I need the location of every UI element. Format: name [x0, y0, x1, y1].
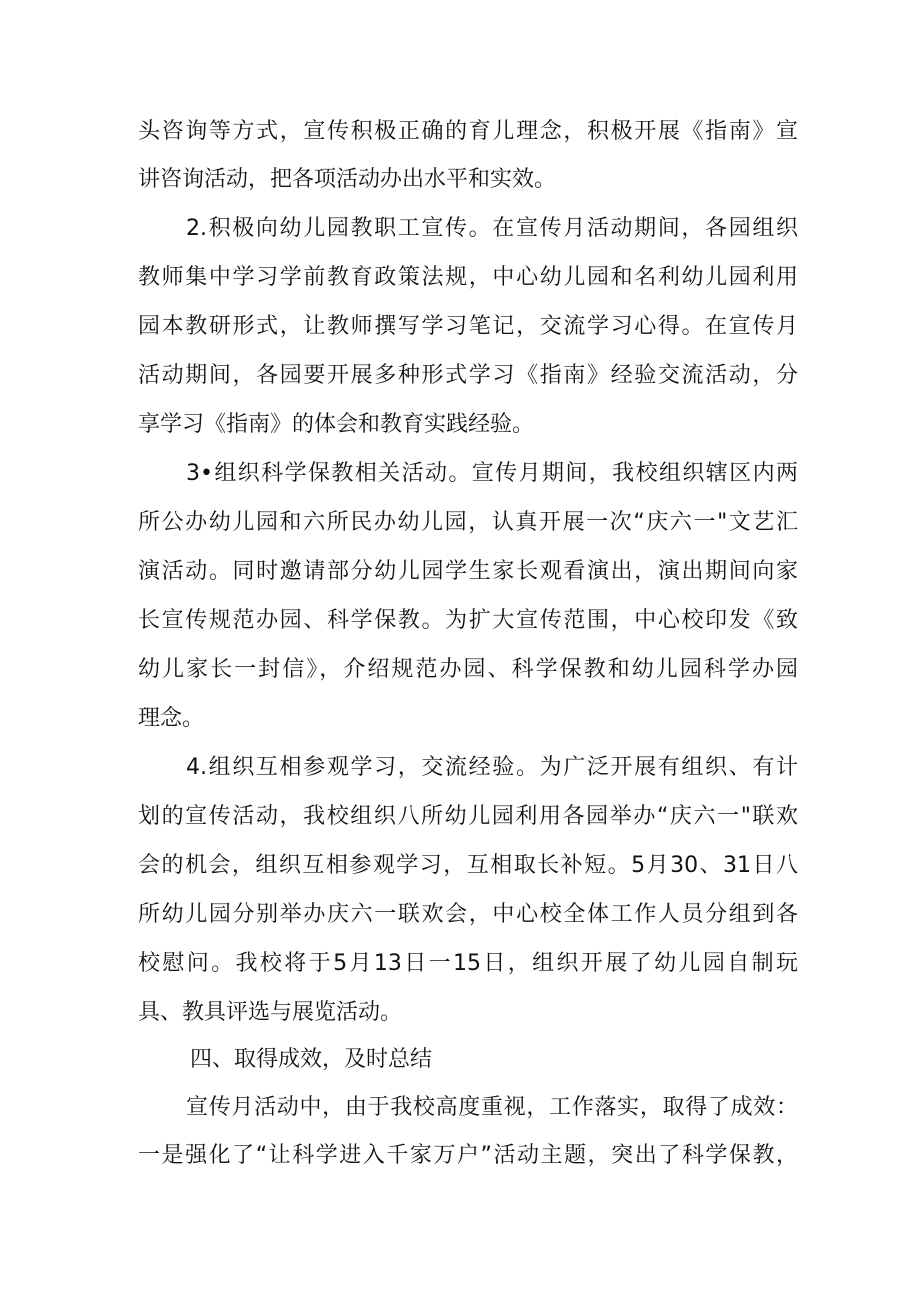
text-line: 所幼儿园分别举办庆六一联欢会，中心校全体工作人员分组到各	[138, 902, 798, 927]
text-line: 2.积极向幼儿园教职工宣传。在宣传月活动期间，各园组织	[186, 216, 798, 241]
text-line: 宣传月活动中，由于我校高度重视，工作落实，取得了成效：	[186, 1095, 798, 1120]
text-line: 具、教具评选与展览活动。	[138, 1000, 403, 1025]
section-heading: 四、取得成效，及时总结	[190, 1047, 433, 1072]
text-line: 校慰问。我校将于5月13日一15日，组织开展了幼儿园自制玩	[138, 951, 798, 976]
text-line: 会的机会，组织互相参观学习，互相取长补短。5月30、31日八	[138, 853, 798, 878]
text-line: 4.组织互相参观学习，交流经验。为广泛开展有组织、有计	[186, 755, 798, 780]
text-line: 享学习《指南》的体会和教育实践经验。	[138, 412, 535, 437]
text-line: 头咨询等方式，宣传积极正确的育儿理念，积极开展《指南》宣	[138, 119, 798, 144]
text-line: 教师集中学习学前教育政策法规，中心幼儿园和名利幼儿园利用	[138, 265, 798, 290]
text-line: 活动期间，各园要开展多种形式学习《指南》经验交流活动，分	[138, 363, 798, 388]
text-line: 幼儿家长一封信》，介绍规范办园、科学保教和幼儿园科学办园	[138, 657, 798, 682]
text-line: 讲咨询活动，把各项活动办出水平和实效。	[138, 167, 557, 192]
text-line: 理念。	[138, 706, 205, 731]
text-line: 所公办幼儿园和六所民办幼儿园，认真开展一次“庆六一"文艺汇	[138, 510, 798, 535]
text-line: 园本教研形式，让教师撰写学习笔记，交流学习心得。在宣传月	[138, 314, 798, 339]
text-line: 划的宣传活动，我校组织八所幼儿园利用各园举办“庆六一"联欢	[138, 804, 798, 829]
text-line: 演活动。同时邀请部分幼儿园学生家长观看演出，演出期间向家	[138, 559, 798, 584]
text-line: 一是强化了“让科学进入千家万户”活动主题，突出了科学保教，	[138, 1143, 798, 1168]
text-line: 长宣传规范办园、科学保教。为扩大宣传范围，中心校印发《致	[138, 608, 798, 633]
text-line: 3•组织科学保教相关活动。宣传月期间，我校组织辖区内两	[186, 461, 798, 486]
